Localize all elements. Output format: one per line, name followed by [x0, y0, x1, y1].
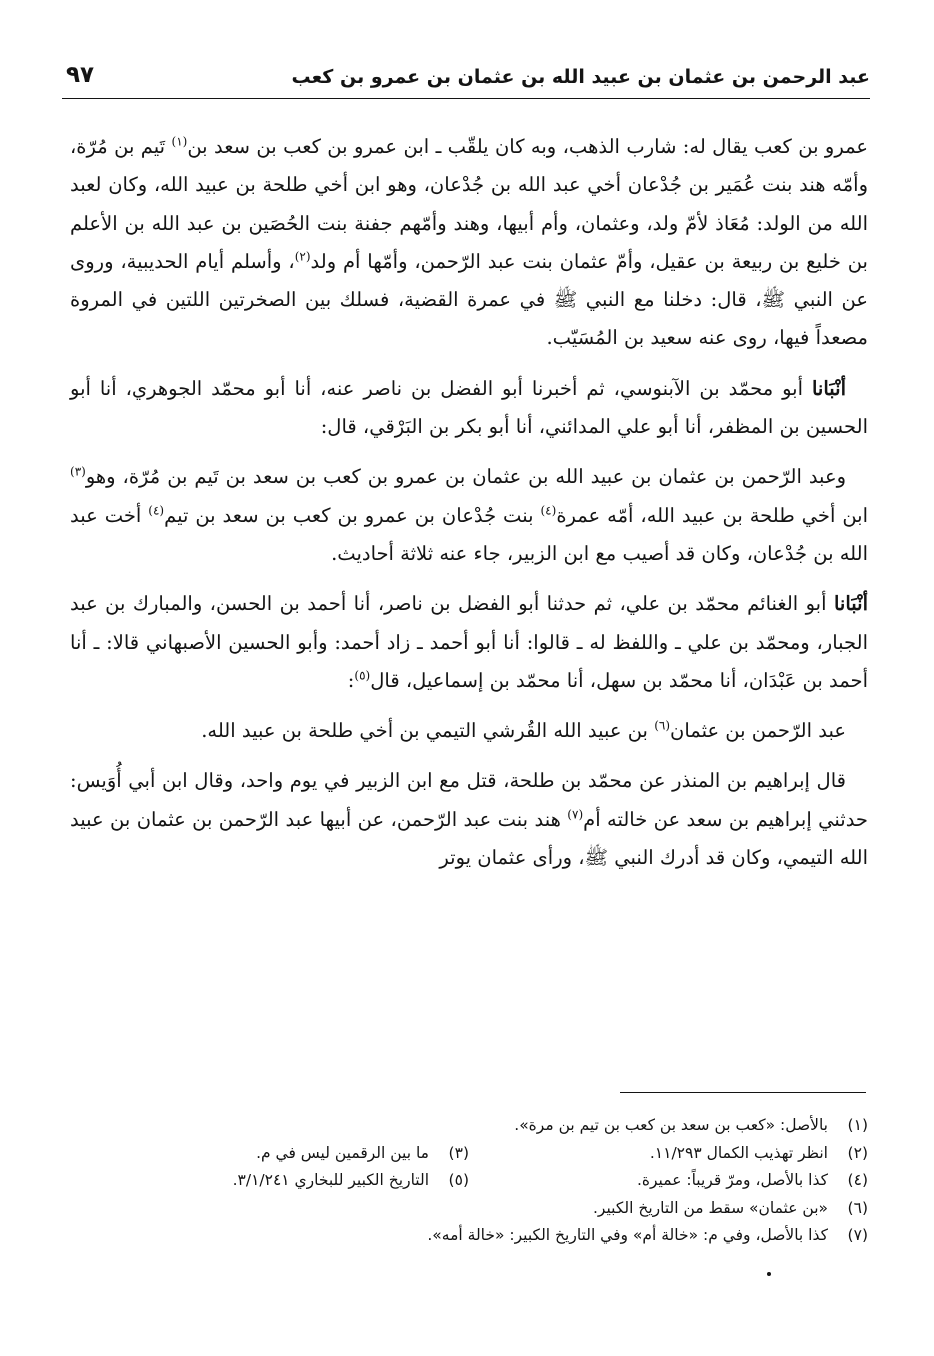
footnote-text: ما بين الرقمين ليس في م. — [256, 1143, 429, 1162]
footnote-ref: (٧) — [567, 807, 584, 822]
footnote-item — [70, 1195, 868, 1223]
paragraph-text: بنت جُدْعان بن عمرو بن كعب بن سعد بن تيم — [164, 503, 534, 527]
footnote-ref: (١) — [171, 134, 188, 149]
paragraph-text: تَيم بن مُرّة، وأمّه هند بنت عُمَير بن جُدْعان أخي عبد الله بن جُدْعان، وهو ابن أخي طلحة بن عبيد الله، وكان لعبد الله من الولد: مُعَاذ لأمّ ولد، وعثمان، وأم أبيها، وهند وأمّهم جفنة بنت الحُصَين بن عبد الله بن الأعلم بن خليع بن ربيعة بن عقيل، وأمّ عثمان بنت عبد الرّحمن، وأمّها أم ولد — [70, 135, 868, 273]
paragraph-text: أبو محمّد بن الآبنوسي، ثم أخبرنا أبو الفضل بن ناصر عنه، أنا أبو محمّد الجوهري، أنا أبو الحسين بن المظفر، أنا أبو علي المدائني، أنا أبو بكر بن البَرْقي، قال: — [70, 376, 868, 439]
footnote-number: (٣) — [448, 1143, 469, 1162]
footnote-number: (٤) — [847, 1171, 868, 1189]
paragraph-lead: أنْبَانا — [833, 592, 869, 616]
footnotes — [70, 1112, 868, 1250]
paragraph-lead: أنْبَانا — [811, 376, 846, 400]
footnote-number: (١) — [847, 1116, 868, 1134]
paragraph-text: أبو الغنائم محمّد بن علي، ثم حدثنا أبو الفضل بن ناصر، أنا أحمد بن الحسن، والمبارك بن عبد الجبار، ومحمّد بن علي ـ واللفظ له ـ قالوا: أنا أبو أحمد ـ زاد أحمد: وأبو الحسين الأصبهاني قالا: ـ أنا أحمد بن عَبْدَان، أنا محمّد بن سهل، أنا محمّد بن إسماعيل، قال — [70, 592, 868, 692]
footnote-item — [70, 1167, 868, 1195]
footnote-ref: (٤) — [540, 503, 557, 518]
footnote-item — [70, 1222, 868, 1250]
paragraph-3 — [70, 458, 868, 573]
paragraph-1 — [70, 128, 868, 358]
footnote-number: (٢) — [847, 1143, 868, 1162]
paragraph-2 — [70, 370, 868, 447]
paragraph-text: ، وأسلم أيام الحديبية، وروى عن النبي ﷺ، قال: دخلنا مع النبي ﷺ في عمرة القضية، فسلك بين الصخرتين اللتين في المروة مصعداً فيها، روى عنه سعيد بن المُسَيّب. — [70, 249, 868, 350]
paragraph-5 — [70, 712, 868, 750]
paragraph-text: عمرو بن كعب يقال له: شارب الذهب، وبه كان يلقّب ـ ابن عمرو بن كعب بن سعد بن — [187, 135, 868, 158]
page-dot-mark — [767, 1272, 771, 1276]
footnote-text: انظر تهذيب الكمال ١١/٢٩٣. — [649, 1143, 828, 1162]
paragraph-text: عبد الرّحمن بن عثمان — [670, 719, 846, 743]
paragraph-text: بن عبيد الله القُرشي التيمي بن أخي طلحة بن عبيد الله. — [201, 719, 648, 743]
paragraph-text: قال إبراهيم بن المنذر عن محمّد بن طلحة، قتل مع ابن الزبير في يوم واحد، وقال ابن أبي أُوَيس: حدثني إبراهيم بن سعد عن خالته أم — [70, 769, 868, 831]
paragraph-4 — [70, 585, 868, 700]
paragraph-text: هند بنت عبد الرّحمن، عن أبيها عبد الرّحمن بن عثمان بن عبيد الله التيمي، وكان قد أدرك النبي ﷺ، ورأى عثمان يوتر — [70, 807, 868, 870]
footnote-number: (٥) — [448, 1171, 469, 1189]
footnote-ref: (٦) — [654, 718, 671, 733]
footnote-number: (٦) — [847, 1198, 868, 1217]
paragraph-text: : — [347, 668, 355, 692]
main-text — [70, 128, 868, 889]
footnote-ref: (٤) — [148, 503, 165, 518]
footnote-ref: (٢) — [294, 249, 311, 264]
running-header — [62, 58, 870, 99]
footnote-text: كذا بالأصل، وفي م: «خالة أم» وفي التاريخ الكبير: «خالة أمه». — [427, 1226, 828, 1244]
paragraph-text: وعبد الرّحمن بن عثمان بن عبيد الله بن عثمان بن عمرو بن كعب بن سعد بن تَيم بن مُرّة، وهو — [85, 465, 846, 489]
footnote-text: «بن عثمان» سقط من التاريخ الكبير. — [592, 1198, 828, 1217]
footnote-ref: (٣) — [70, 464, 86, 479]
footnote-ref: (٥) — [354, 668, 371, 683]
paragraph-text: أخت عبد الله بن جُدْعان، وكان قد أصيب مع ابن الزبير، جاء عنه ثلاثة أحاديث. — [70, 503, 868, 565]
header-title: عبد الرحمن بن عثمان بن عبيد الله بن عثمان بن عمرو بن كعب — [291, 66, 870, 88]
footnote-text: كذا بالأصل، ومرّ قريباً: عميرة. — [636, 1171, 828, 1189]
footnote-item — [70, 1112, 868, 1140]
footnote-text: التاريخ الكبير للبخاري ٣/١/٢٤١. — [232, 1171, 429, 1189]
footnote-number: (٧) — [847, 1226, 868, 1244]
footnote-item — [70, 1140, 868, 1168]
paragraph-6 — [70, 762, 868, 877]
paragraph-text: ابن أخي طلحة بن عبيد الله، أمّه عمرة — [556, 503, 869, 527]
page-number: ٩٧ — [66, 62, 95, 88]
footnote-text: بالأصل: «كعب بن سعد بن كعب بن تيم بن مرة». — [514, 1116, 828, 1134]
footnote-divider — [620, 1092, 866, 1093]
